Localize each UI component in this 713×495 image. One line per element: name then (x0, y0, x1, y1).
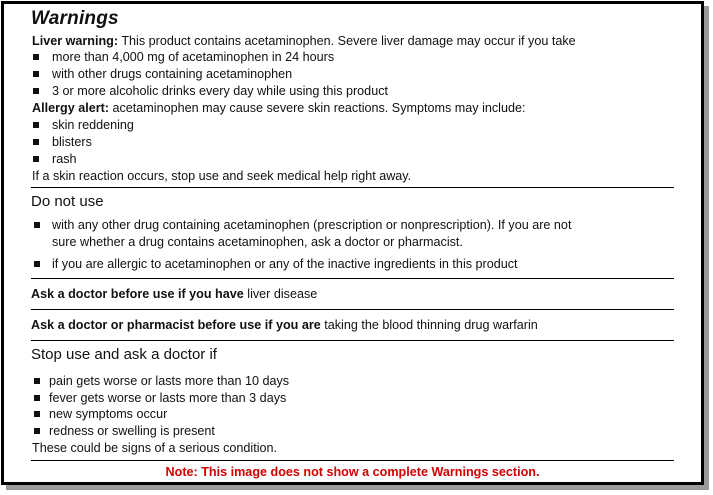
allergy-alert-label: Allergy alert: (32, 101, 109, 115)
liver-warning-text: This product contains acetaminophen. Severe liver damage may occur if you take (118, 34, 576, 48)
liver-warning (32, 34, 576, 49)
warnings-panel (1, 1, 704, 485)
allergy-item: rash (52, 152, 77, 166)
section-divider (31, 309, 674, 310)
bullet-icon (34, 411, 40, 417)
do-not-use-item-line1: with any other drug containing acetaminophen (prescription or nonprescription). If you are not (52, 218, 572, 232)
liver-item: with other drugs containing acetaminophen (52, 67, 293, 81)
stop-use-item: fever gets worse or lasts more than 3 days (49, 391, 287, 405)
section-divider (31, 278, 674, 279)
allergy-alert-text: acetaminophen may cause severe skin reactions. Symptoms may include: (109, 101, 526, 115)
bullet-icon (34, 428, 40, 434)
stop-use-footer: These could be signs of a serious condition. (32, 441, 278, 455)
bullet-icon (33, 156, 39, 162)
bullet-icon (34, 222, 40, 228)
do-not-use-item: if you are allergic to acetaminophen or any of the inactive ingredients in this product (52, 257, 518, 271)
ask-doctor-text: liver disease (243, 287, 318, 301)
bullet-icon (33, 139, 39, 145)
bullet-icon (33, 88, 39, 94)
do-not-use-item-line2: sure whether a drug contains acetaminophen, ask a doctor or pharmacist. (52, 235, 463, 249)
bullet-icon (34, 395, 40, 401)
ask-doctor (31, 287, 317, 302)
bullet-icon (33, 122, 39, 128)
allergy-alert (32, 101, 526, 116)
section-divider (31, 460, 674, 461)
warnings-title: Warnings (31, 8, 119, 29)
stop-use-item: pain gets worse or lasts more than 10 days (49, 374, 290, 388)
liver-item: 3 or more alcoholic drinks every day while using this product (52, 84, 388, 98)
bullet-icon (34, 261, 40, 267)
note-text: Note: This image does not show a complete Warnings section. (165, 465, 540, 479)
liver-item: more than 4,000 mg of acetaminophen in 24 hours (52, 50, 335, 64)
stop-use-heading: Stop use and ask a doctor if (31, 346, 217, 363)
liver-warning-label: Liver warning: (32, 34, 119, 48)
ask-pharmacist-label: Ask a doctor or pharmacist before use if you are (31, 318, 321, 332)
allergy-footer: If a skin reaction occurs, stop use and seek medical help right away. (32, 169, 412, 183)
stop-use-item: redness or swelling is present (49, 424, 215, 438)
do-not-use-heading: Do not use (31, 193, 104, 210)
bullet-icon (34, 378, 40, 384)
allergy-item: blisters (52, 135, 92, 149)
section-divider (31, 340, 674, 341)
ask-pharmacist (31, 318, 538, 333)
bullet-icon (33, 54, 39, 60)
ask-doctor-label: Ask a doctor before use if you have (31, 287, 244, 301)
bullet-icon (33, 71, 39, 77)
allergy-item: skin reddening (52, 118, 134, 132)
stop-use-item: new symptoms occur (49, 407, 168, 421)
ask-pharmacist-text: taking the blood thinning drug warfarin (320, 318, 538, 332)
section-divider (31, 187, 674, 188)
